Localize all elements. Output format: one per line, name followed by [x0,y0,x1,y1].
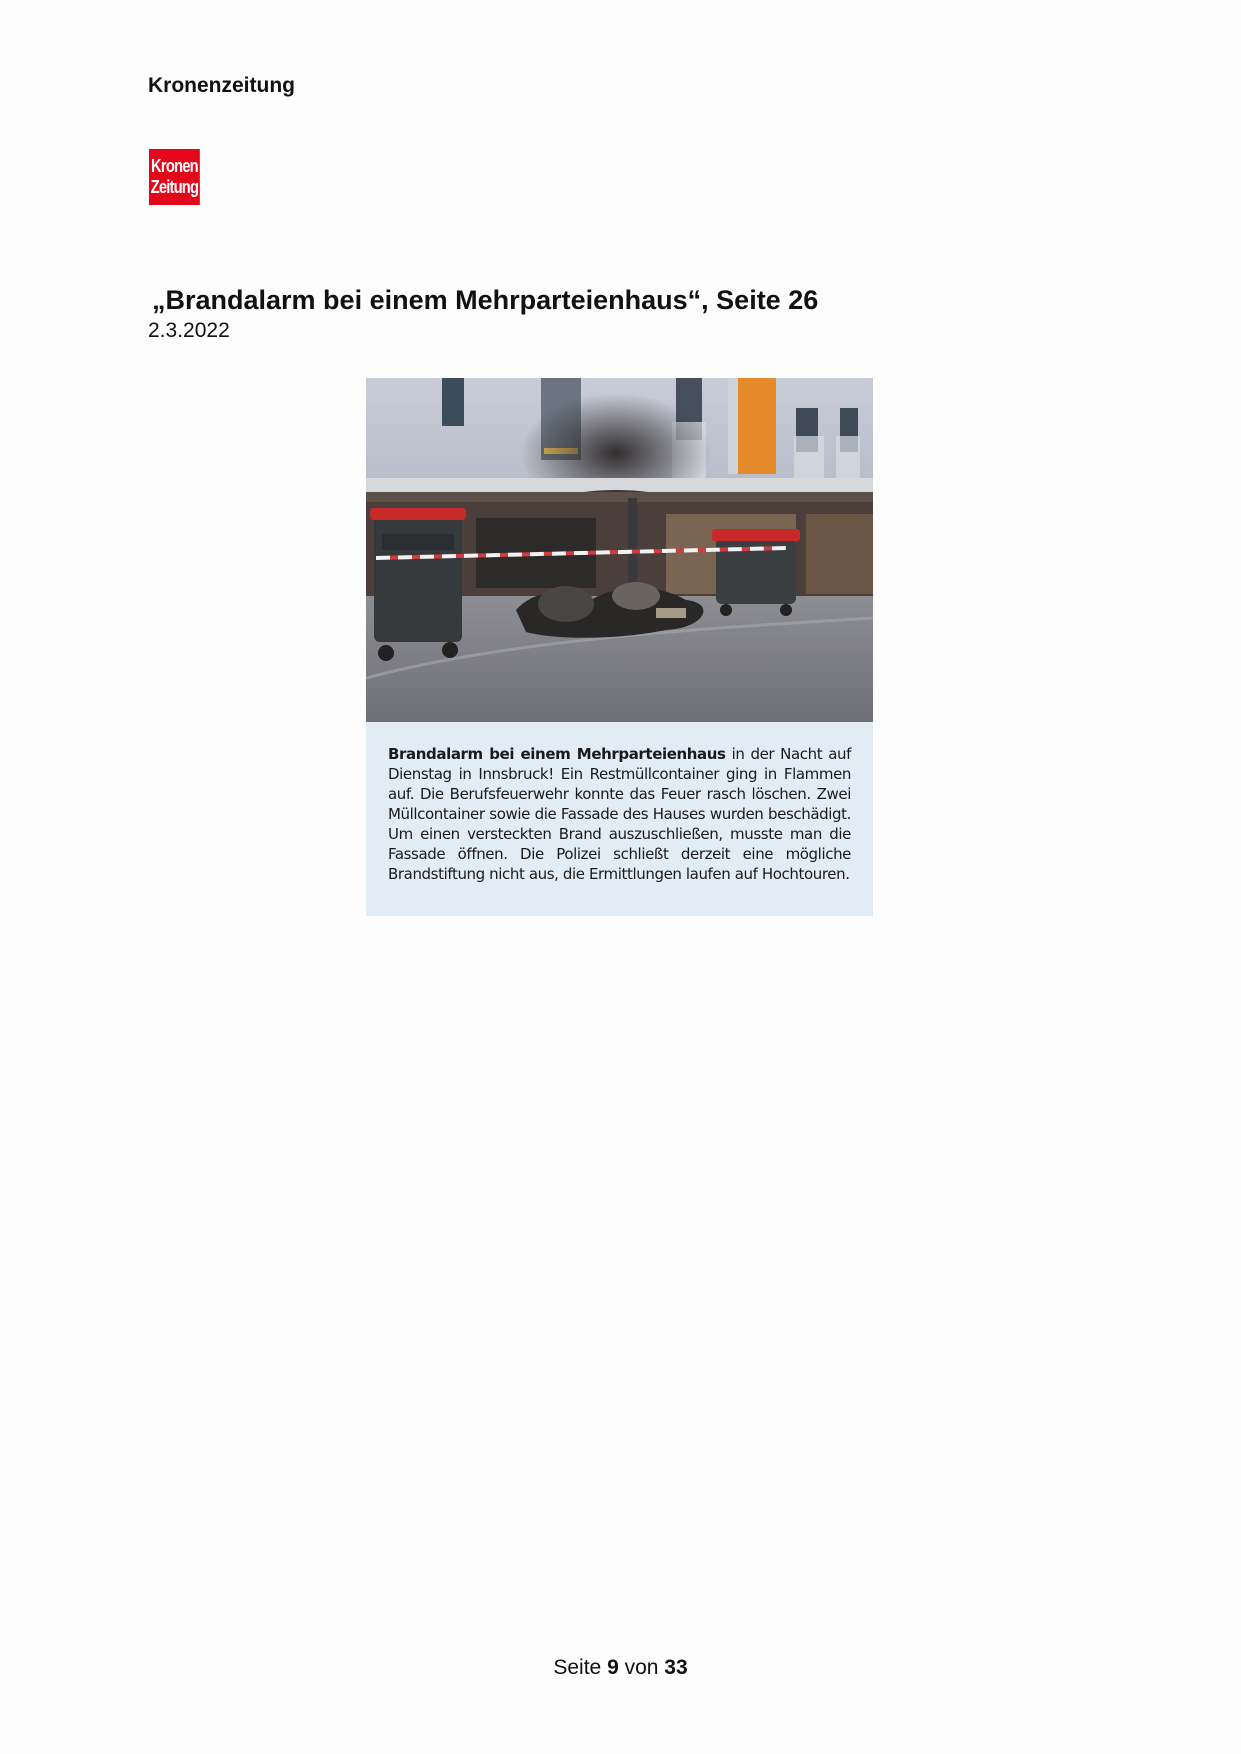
page-sep: von [624,1656,659,1679]
source-name: Kronenzeitung [148,74,295,97]
logo-line-2: Zeitung [150,177,199,197]
article-photo [366,378,873,722]
page-label: Seite [553,1656,602,1679]
caption-body: in der Nacht auf Dienstag in Innsbruck! Ein Restmüllcontainer ging in Flammen auf. Die Berufsfeuerwehr konnte das Feuer rasch löschen. Zwei Müllcontainer sowie die Fassade des Hauses wurden beschädigt. Um einen versteckten Brand auszuschließen, musste man die Fassade öffnen. Die Polizei schließt derzeit eine mögliche Brandstiftung nicht aus, die Ermittlungen laufen auf Hochtouren. [388,745,851,883]
kronen-zeitung-logo [149,149,200,205]
photo-caption [366,722,873,916]
logo-line-1: Kronen [151,156,198,176]
article-date: 2.3.2022 [148,319,230,342]
page-total: 33 [664,1656,688,1679]
page-footer [0,1656,1241,1680]
page-current: 9 [607,1656,619,1679]
newspaper-clipping [366,378,873,916]
caption-lead: Brandalarm bei einem Mehrparteienhaus [388,745,726,763]
article-headline: „Brandalarm bei einem Mehrparteienhaus“, Seite 26 [152,285,819,315]
